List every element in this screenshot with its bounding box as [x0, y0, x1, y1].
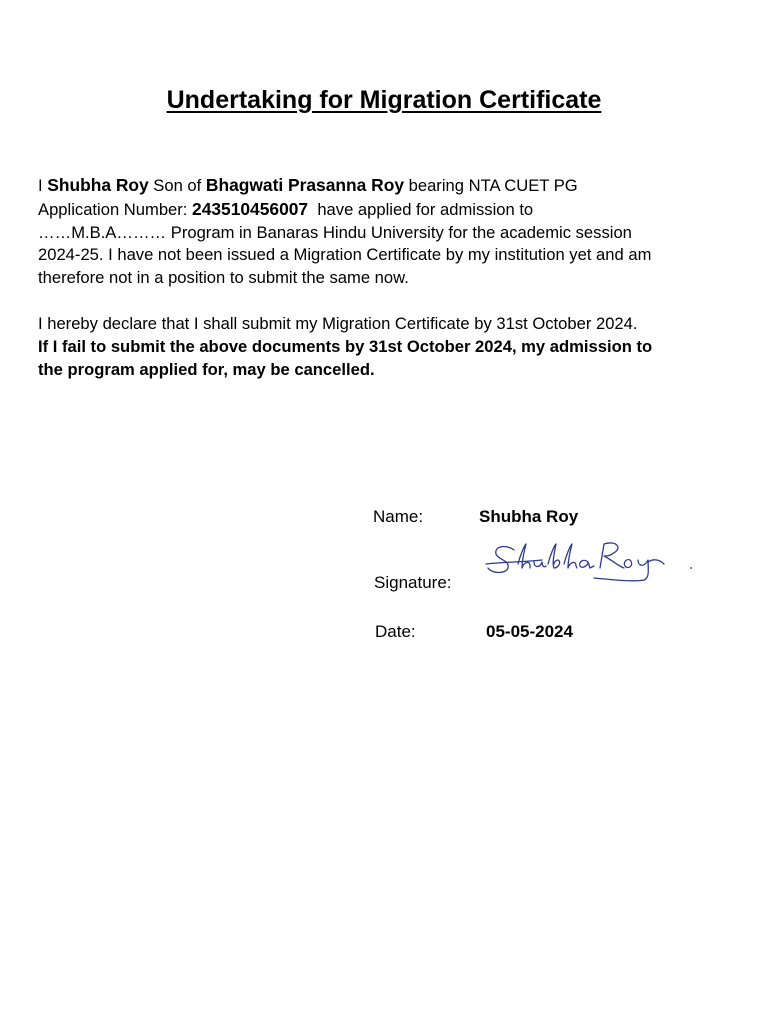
date-label: Date: [375, 622, 416, 641]
applicant-declaration-paragraph [38, 174, 738, 290]
paragraph-line [38, 198, 738, 222]
cancellation-warning-line: If I fail to submit the above documents by 31st October 2024, my admission to [38, 336, 653, 356]
parent-name: Bhagwati Prasanna Roy [205, 175, 405, 195]
name-value: Shubha Roy [479, 507, 579, 526]
text-segment: bearing NTA CUET PG [404, 176, 578, 195]
applicant-name: Shubha Roy [47, 175, 149, 195]
paragraph-line: I hereby declare that I shall submit my Migration Certificate by 31st October 2024. [38, 314, 638, 333]
submission-declaration-paragraph [38, 313, 738, 381]
text-segment: I [38, 176, 48, 195]
text-segment: have applied for admission to [308, 199, 534, 219]
paragraph-line: therefore not in a position to submit the same now. [38, 268, 409, 288]
paragraph-line: ……M.B.A……… Program in Banaras Hindu University for the academic session [38, 222, 632, 242]
document-title: Undertaking for Migration Certificate [166, 86, 602, 114]
signature-label: Signature: [374, 573, 452, 592]
paragraph-line: 2024-25. I have not been issued a Migration Certificate by my institution yet and am [38, 245, 652, 265]
name-label: Name: [373, 507, 424, 526]
application-number: 243510456007 [192, 198, 309, 219]
paragraph-line [38, 174, 738, 198]
text-segment: Son of [148, 176, 206, 195]
text-segment: Application Number: [38, 199, 193, 219]
handwritten-signature [484, 538, 700, 586]
date-value: 05-05-2024 [486, 622, 573, 641]
cancellation-warning-line: the program applied for, may be cancelled. [38, 359, 375, 379]
